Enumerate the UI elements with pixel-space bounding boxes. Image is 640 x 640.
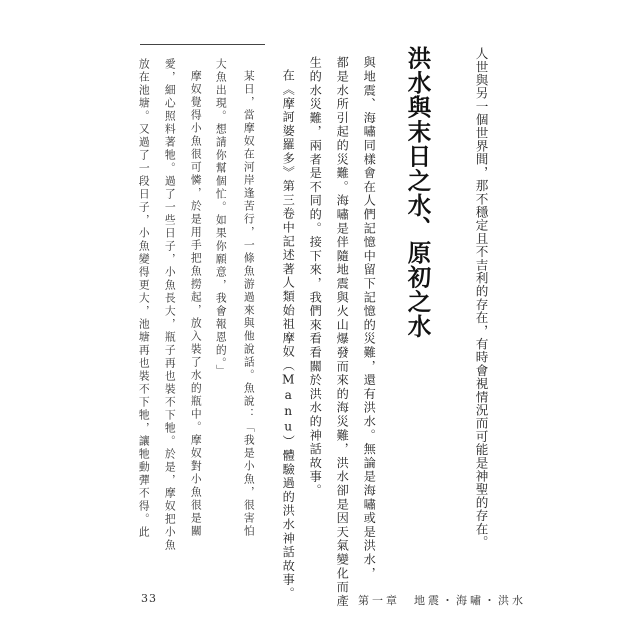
- page-number: 33: [141, 592, 157, 605]
- top-rule-divider: [140, 44, 265, 45]
- quote-line-5: 放在池塘。又過了一段日子，小魚變得更大，池塘再也裝不下牠，讓牠動彈不得。此: [137, 58, 151, 539]
- quote-line-4: 愛，細心照料著牠。過了一些日子，小魚長大，瓶子再也裝不下牠。於是，摩奴把小魚: [163, 58, 177, 552]
- body-line-3: 生的水災難，兩者是不同的。接下來，我們來看看關於洪水的神話故事。: [308, 56, 323, 498]
- quote-line-1: 某日，當摩奴在河岸逢苦行，一條魚游過來與他說話。魚說：「我是小魚，很害怕: [242, 70, 256, 538]
- chapter-running-footer: 第一章 地震・海嘯・洪水: [358, 594, 526, 607]
- section-title-line-2: 、原初之水: [403, 216, 432, 339]
- section-title-line-1: 洪水與末日之水: [403, 46, 432, 218]
- intro-line-1: 人世與另一個世界間，那不穩定且不吉利的存在，有時會視情況而可能是神聖的存在。: [473, 47, 489, 549]
- body-line-1: 與地震、海嘯同樣會在人們記憶中留下記憶的災難，還有洪水。無論是海嘯或是洪水，: [362, 56, 377, 581]
- body-line-4: 在《摩訶婆羅多》第三卷中記述著人類始祖摩奴（Manu）體驗過的洪水神話故事。: [281, 69, 296, 601]
- quote-line-3: 摩奴覺得小魚很可憐，於是用手把魚撈起，放入裝了水的瓶中。摩奴對小魚很是關: [189, 70, 203, 538]
- body-line-2: 都是水所引起的災難。海嘯是伴隨地震與火山爆發而來的海災難，洪水卻是因天氣變化而產: [335, 56, 350, 608]
- quote-line-2: 大魚出現。想請你幫個忙。如果你願意，我會報恩的。」: [214, 58, 228, 378]
